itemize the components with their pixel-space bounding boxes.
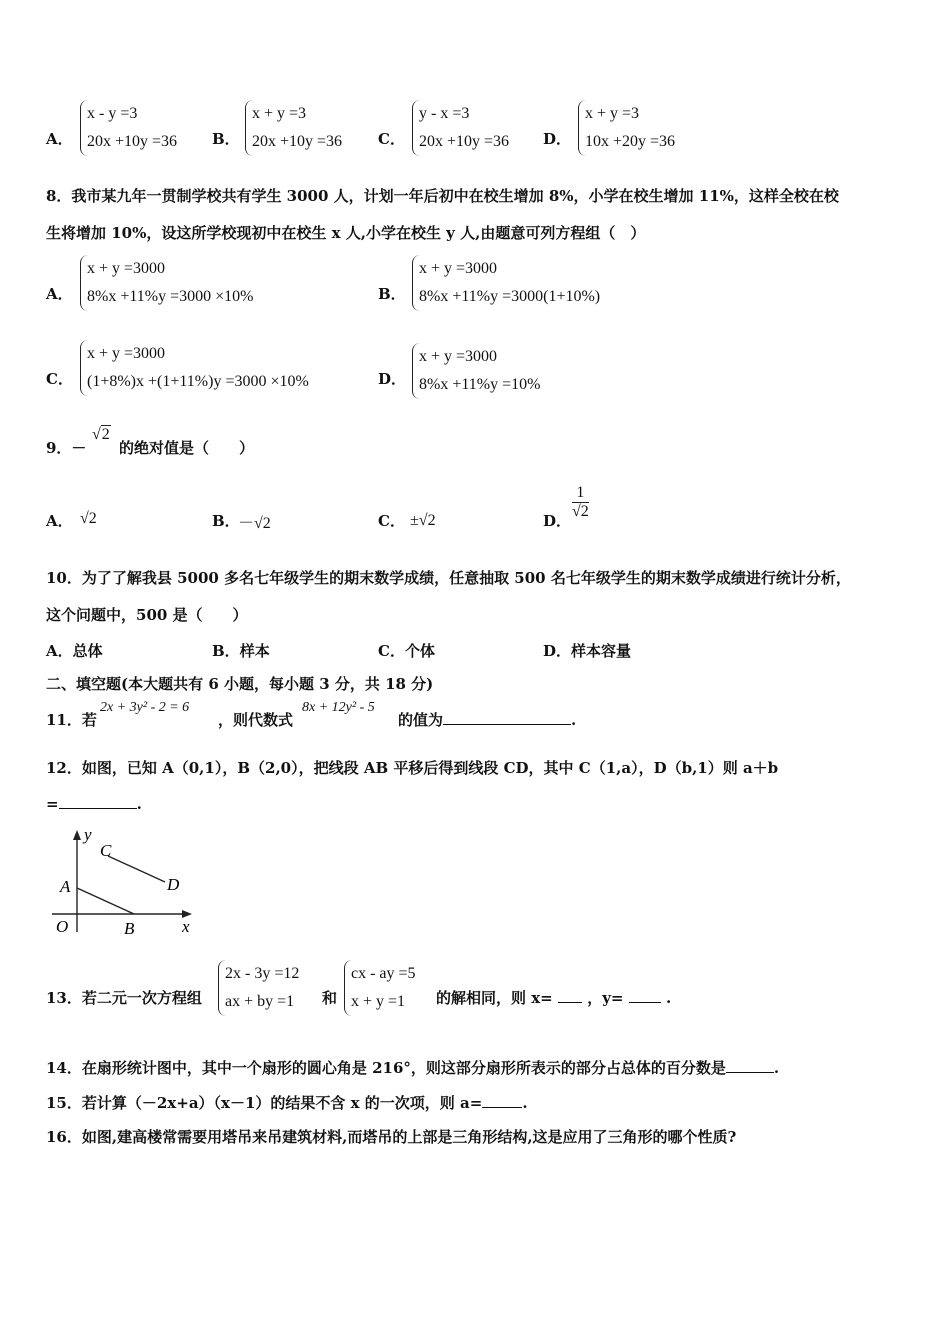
q8-option-b-label: B． [378, 285, 406, 303]
q12-figure [48, 826, 198, 938]
section-heading: 二、填空题(本大题共有 6 小题，每小题 3 分，共 18 分) [46, 675, 434, 693]
q10-option-d: D．样本容量 [543, 642, 632, 660]
q7-option-b-label: B． [212, 130, 240, 148]
q8-option-c-label: C． [46, 370, 73, 388]
q15-text: 15．若计算（－2x+a）（x－1）的结果不含 x 的一次项，则 a= . [46, 1094, 528, 1112]
y-axis-label: y [84, 826, 92, 844]
segment-cd [108, 856, 165, 882]
q9-option-b-label: B． [212, 512, 240, 530]
q8-option-d-label: D． [378, 370, 407, 388]
q10-text-line2: 这个问题中，500 是（ ） [46, 606, 248, 624]
q13-system-2: cx - ay =5 x + y =1 [344, 960, 416, 1016]
q10-text-line1: 10．为了了解我县 5000 多名七年级学生的期末数学成绩，任意抽取 500 名七年级学生的期末数学成绩进行统计分析， [46, 569, 851, 587]
q8-text-line1: 8．我市某九年一贯制学校共有学生 3000 人，计划一年后初中在校生增加 8%，小学在校生增加 11%，这样全校在校 [46, 187, 839, 205]
q9-suffix: 的绝对值是（ ） [119, 439, 255, 457]
q8-option-b-system: x + y =3000 8%x +11%y =3000(1+10%) [412, 255, 600, 311]
q8-option-d-system: x + y =3000 8%x +11%y =10% [412, 343, 540, 399]
q16-text: 16．如图,建高楼常需要用塔吊来吊建筑材料,而塔吊的上部是三角形结构,这是应用了三角形的哪个性质? [46, 1128, 737, 1146]
q8-option-a-system: x + y =3000 8%x +11%y =3000 ×10% [80, 255, 253, 311]
point-c-label: C [100, 841, 112, 860]
point-b-label: B [124, 919, 135, 938]
q7-option-c-label: C． [378, 130, 405, 148]
q13-system-1: 2x - 3y =12 ax + by =1 [218, 960, 299, 1016]
q7-option-a-label: A． [46, 130, 73, 148]
q10-option-a: A．总体 [46, 642, 103, 660]
q9-option-a-value: √2 [80, 510, 97, 527]
segment-ab [77, 888, 134, 914]
q14-text: 14．在扇形统计图中，其中一个扇形的圆心角是 216°，则这部分扇形所表示的部分占总体的百分数是 . [46, 1059, 780, 1077]
q13-prefix: 13．若二元一次方程组 [46, 989, 202, 1007]
q12-text-line2: = . [46, 795, 142, 813]
q12-answer-blank[interactable] [59, 794, 137, 809]
q9-option-c-label: C． [378, 512, 405, 530]
q13-y-blank[interactable] [629, 988, 661, 1003]
point-d-label: D [167, 875, 180, 894]
q11-expr2: 8x + 12y² - 5 [302, 700, 375, 715]
q7-option-a-system: x - y =3 20x +10y =36 [80, 100, 177, 156]
q10-option-b: B．样本 [212, 642, 270, 660]
origin-label: O [56, 917, 69, 936]
point-a-label: A [60, 877, 71, 896]
q11-prefix: 11．若 [46, 711, 97, 729]
q9-option-a-label: A． [46, 512, 73, 530]
q13-and: 和 [322, 989, 338, 1007]
q13-suffix: 的解相同，则 x= ，y= . [436, 989, 672, 1007]
q7-option-d-label: D． [543, 130, 572, 148]
q13-x-blank[interactable] [558, 988, 582, 1003]
q8-text-line2: 生将增加 10%，设这所学校现初中在校生 x 人,小学在校生 y 人,由题意可列方程组（ ） [46, 224, 646, 242]
q7-option-b-system: x + y =3 20x +10y =36 [245, 100, 342, 156]
q9-option-d-label: D． [543, 512, 572, 530]
q11-suffix: 的值为 . [398, 711, 577, 729]
x-axis-label: x [182, 917, 190, 936]
q11-expr1: 2x + 3y² - 2 = 6 [100, 700, 190, 715]
q9-prefix: 9．－ [46, 439, 87, 457]
q8-option-a-label: A． [46, 285, 73, 303]
q8-option-c-system: x + y =3000 (1+8%)x +(1+11%)y =3000 ×10% [80, 340, 309, 396]
q10-option-c: C．个体 [378, 642, 435, 660]
q9-option-b-value: －√2 [238, 515, 271, 532]
q11-mid: ，则代数式 [218, 711, 294, 729]
q9-option-c-value: ±√2 [410, 512, 436, 529]
q7-option-d-system: x + y =3 10x +20y =36 [578, 100, 675, 156]
q7-option-c-system: y - x =3 20x +10y =36 [412, 100, 509, 156]
q12-text-line1: 12．如图，已知 A（0,1），B（2,0），把线段 AB 平移后得到线段 CD，其中 C（1,a），D（b,1）则 a＋b [46, 759, 779, 777]
q14-answer-blank[interactable] [726, 1058, 774, 1073]
q15-answer-blank[interactable] [482, 1093, 522, 1108]
q9-option-d-fraction: $\frac{1}{√2}$ [572, 484, 589, 520]
q11-answer-blank[interactable] [443, 710, 571, 725]
q9-radical: √2 [92, 426, 110, 443]
